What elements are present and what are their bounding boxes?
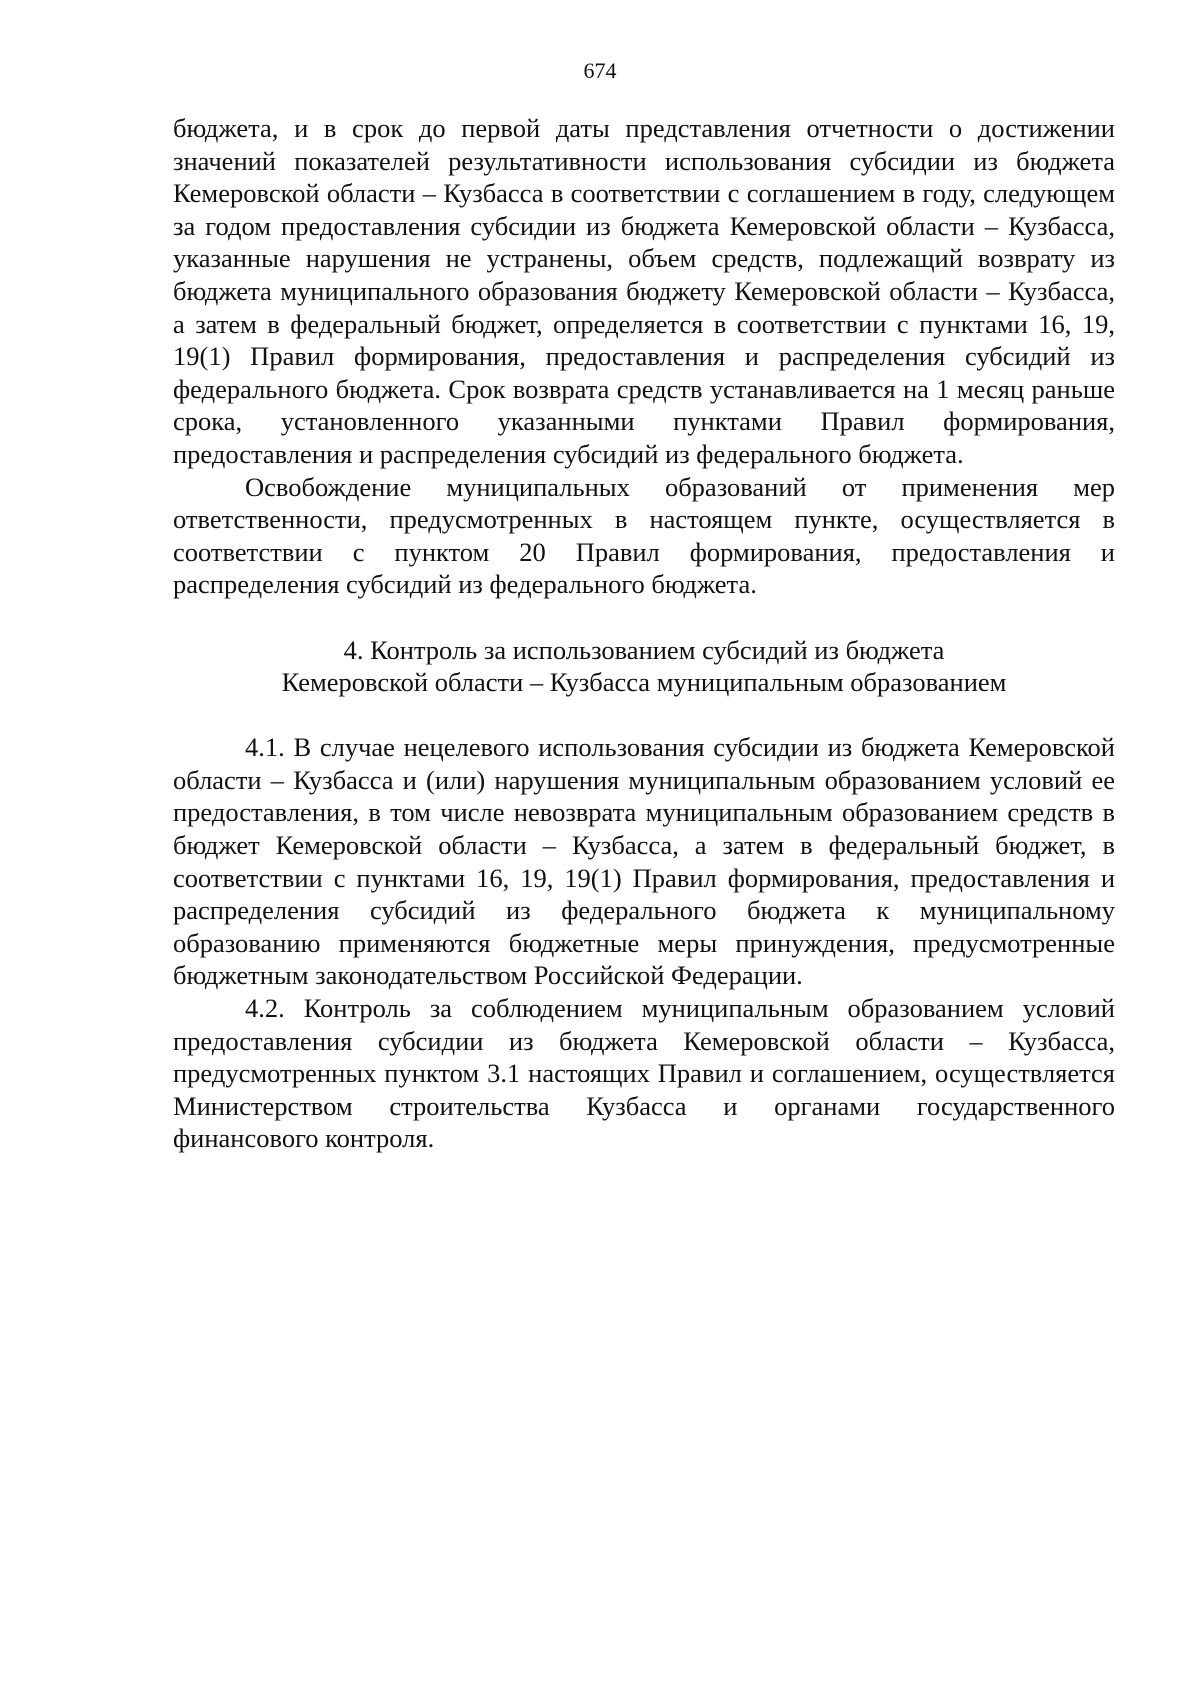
paragraph-release-from-liability: Освобождение муниципальных образований от применения мер ответственности, предусмотренных в настоящем пункте, осуществляется в соответствии с пунктом 20 Правил формирования, предоставления и распределения субсидий из федерального бюджета. [173,471,1115,600]
page-number: 674 [583,58,617,83]
document-body [173,112,1115,1155]
section-title-line-2: Кемеровской области – Кузбасса муниципальным образованием [281,667,1007,698]
spacer [173,601,1115,634]
section-title-line-1: 4. Контроль за использованием субсидий из бюджета [343,634,945,665]
paragraph-4-2: 4.2. Контроль за соблюдением муниципальным образованием условий предоставления субсидии из бюджета Кемеровской области – Кузбасса, предусмотренных пунктом 3.1 настоящих Правил и соглашением, осуществляется Министерством строительства Кузбасса и органами государственного финансового контроля. [173,993,1115,1154]
spacer [173,699,1115,732]
paragraph-continuation: бюджета, и в срок до первой даты представления отчетности о достижении значений показателей результативности использования субсидии из бюджета Кемеровской области – Кузбасса в соответствии с соглашением в году, следующем за годом предоставления субсидии из бюджета Кемеровской области – Кузбасса, указанные нарушения не устранены, объем средств, подлежащий возврату из бюджета муниципального образования бюджету Кемеровской области – Кузбасса, а затем в федеральный бюджет, определяется в соответствии с пунктами 16, 19, 19(1) Правил формирования, предоставления и распределения субсидий из федерального бюджета. Срок возврата средств устанавливается на 1 месяц раньше срока, установленного указанными пунктами Правил формирования, предоставления и распределения субсидий из федерального бюджета. [173,113,1115,469]
paragraph-4-1: 4.1. В случае нецелевого использования субсидии из бюджета Кемеровской области – Кузбасса и (или) нарушения муниципальным образованием условий ее предоставления, в том числе невозврата муниципальным образованием средств в бюджет Кемеровской области – Кузбасса, а затем в федеральный бюджет, в соответствии с пунктами 16, 19, 19(1) Правил формирования, предоставления и распределения субсидий из федерального бюджета к муниципальному образованию применяются бюджетные меры принуждения, предусмотренные бюджетным законодательством Российской Федерации. [173,732,1115,991]
